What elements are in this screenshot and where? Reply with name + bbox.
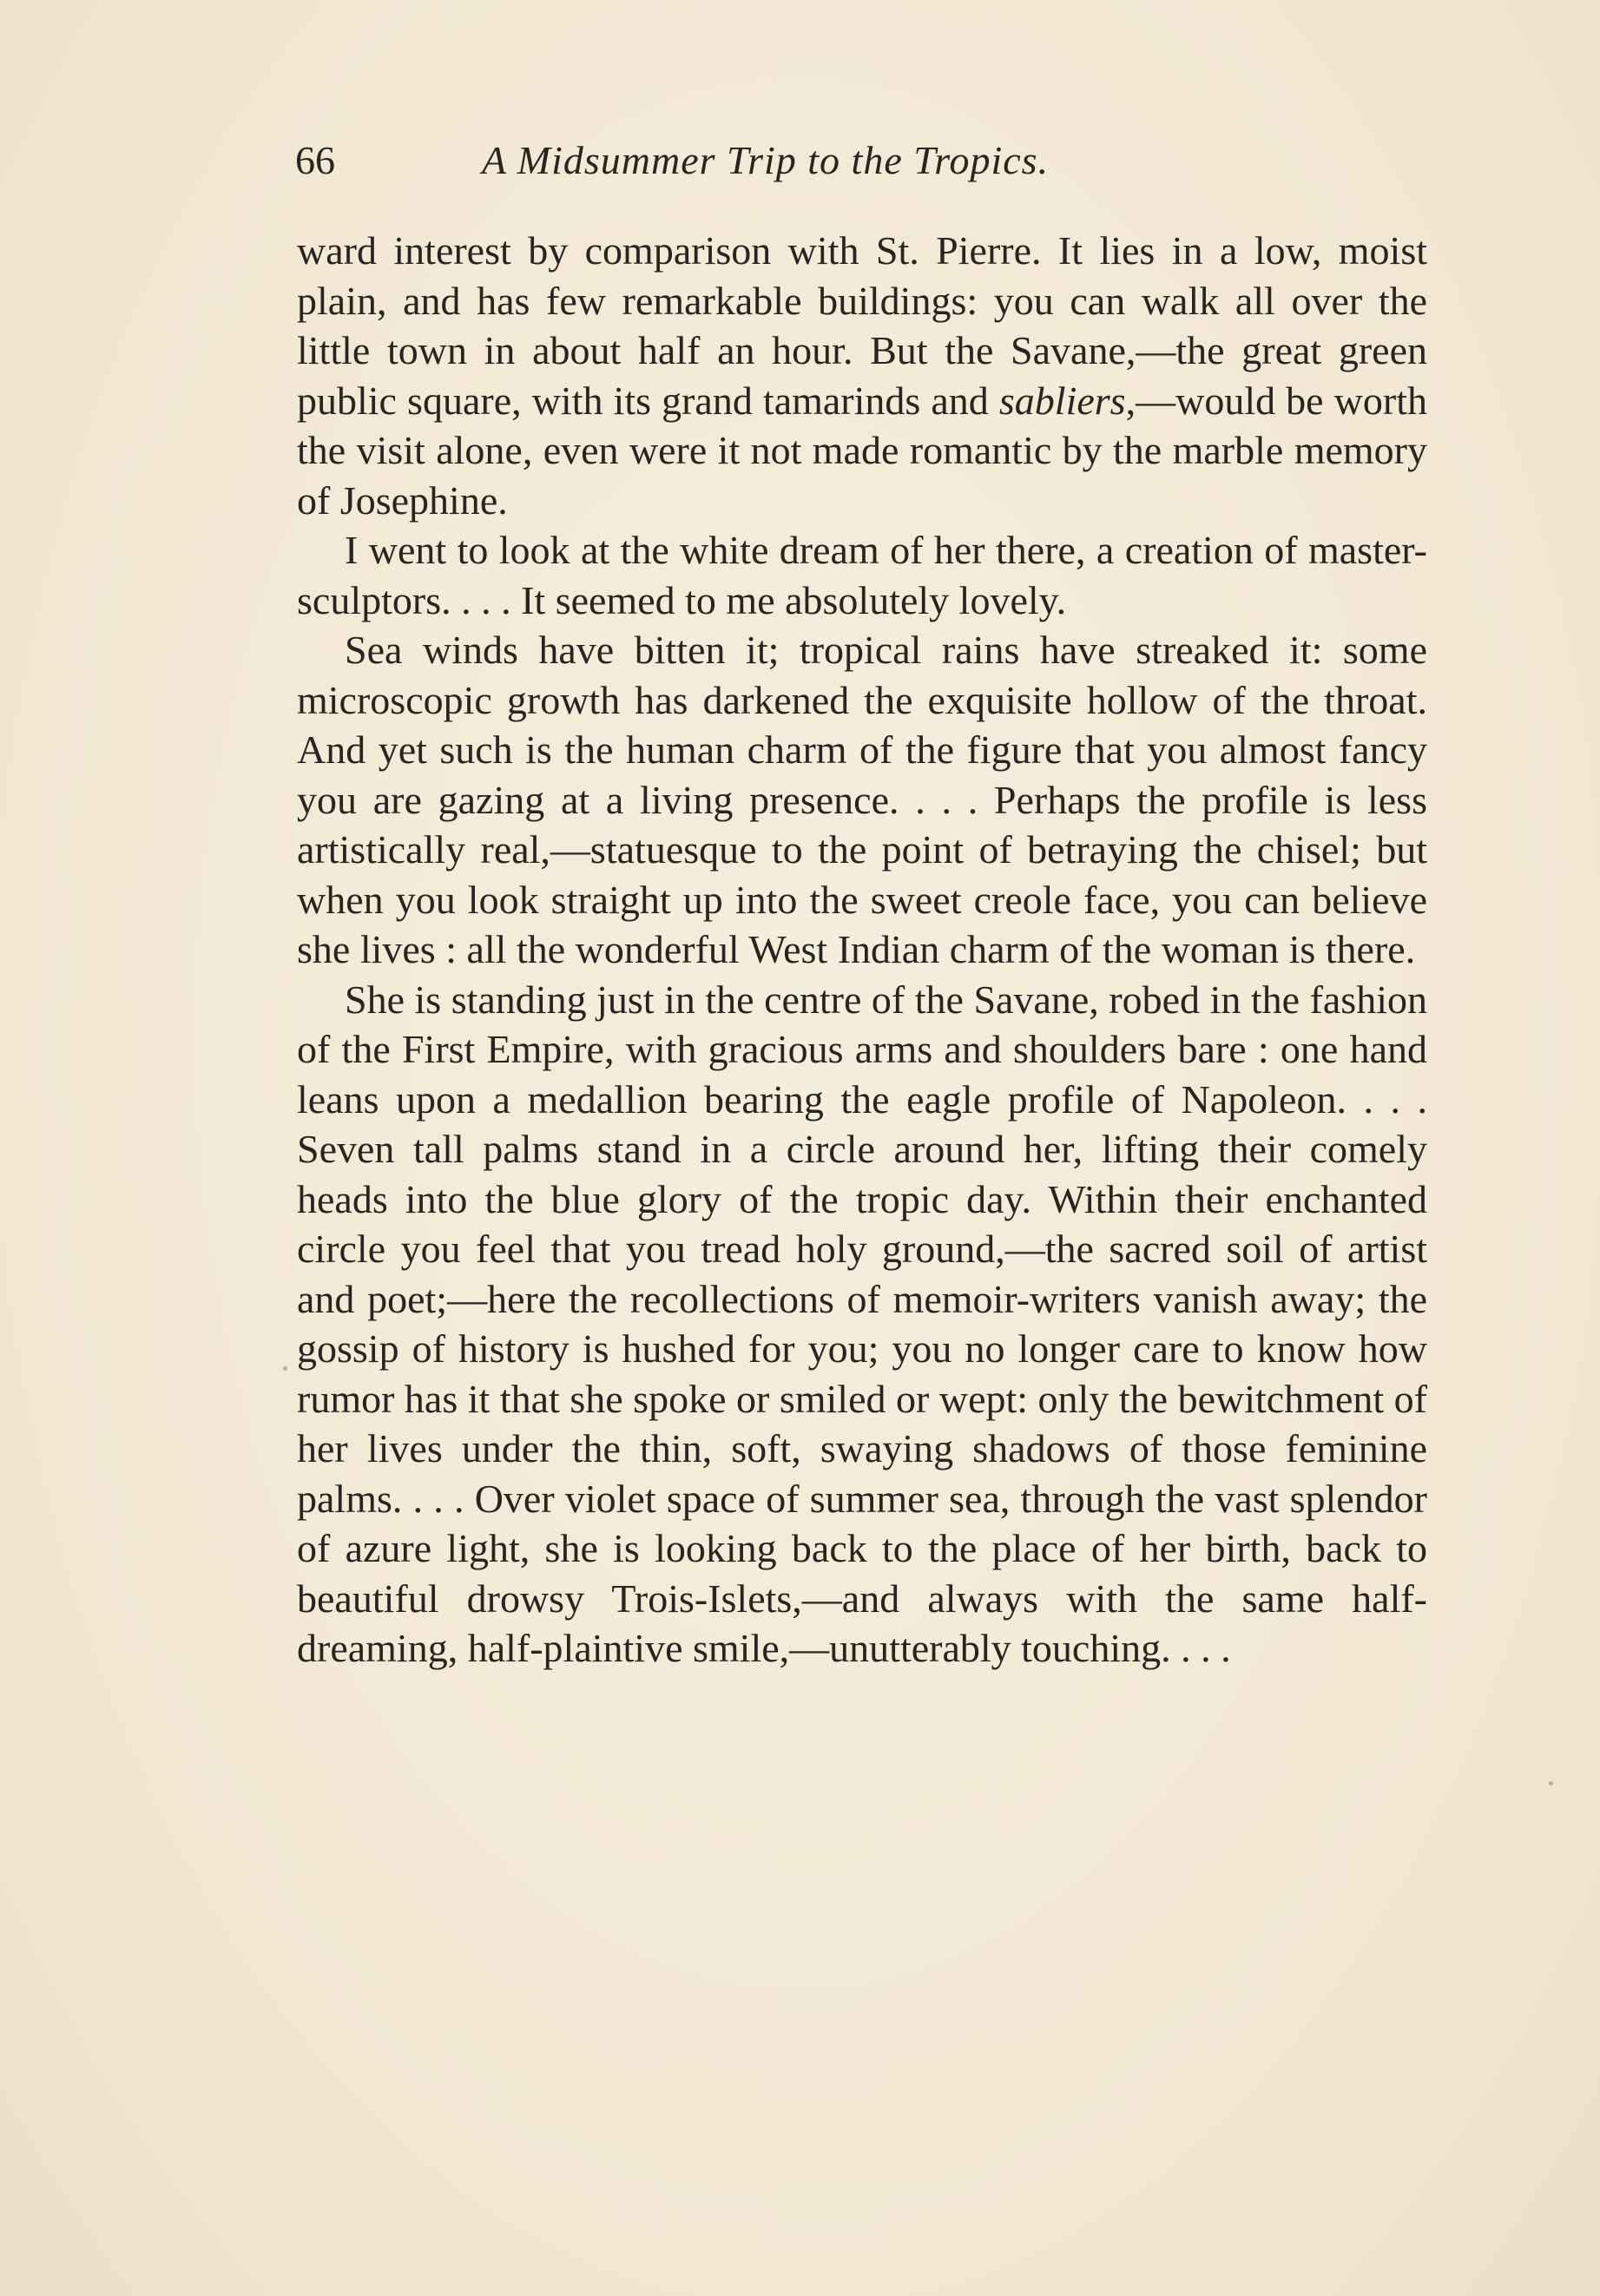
paragraph-1 (297, 226, 1427, 525)
paper-speck (283, 1366, 287, 1371)
paper-speck (1549, 1781, 1553, 1786)
text-run: I went to look at the white dream of her there, a creation of master-sculptors. . . . It seemed to me absolutely lovely. (297, 528, 1427, 622)
paragraph-3 (297, 625, 1427, 975)
body-text (297, 226, 1427, 1674)
text-run: Sea winds have bitten it; tropical rains have streaked it: some microscopic growth has darkened the exquisite hollow of the throat. And yet such is the human charm of the figure that you almost fancy you are gazing at a living presence. . . . Perhaps the profile is less artistically real,—statuesque to the point of betraying the chisel; but when you look straight up into the sweet creole face, you can believe she lives : all the wonderful West Indian charm of the woman is there. (297, 628, 1427, 971)
running-title: A Midsummer Trip to the Tropics. (482, 138, 1050, 182)
page-number: 66 (295, 138, 335, 182)
paragraph-2 (297, 525, 1427, 625)
text-run: She is standing just in the centre of the Savane, robed in the fashion of the First Empire, with gracious arms and shoulders bare : one hand leans upon a medallion bearing the eagle profile of Napoleon. . . . Seven tall palms stand in a circle around her, lifting their comely heads into the blue glory of the tropic day. Within their enchanted circle you feel that you tread holy ground,—the sacred soil of artist and poet;—here the recollections of memoir-writers vanish away; the gossip of history is hushed for you; you no longer care to know how rumor has it that she spoke or smiled or wept: only the bewitchment of her lives under the thin, soft, swaying shadows of those feminine palms. . . . Over violet space of summer sea, through the vast splendor of azure light, she is looking back to the place of her birth, back to beautiful drowsy Trois-Islets,—and always with the same half-dreaming, half-plaintive smile,—unutterably touching. . . . (297, 977, 1427, 1670)
italic-word-sabliers: sabliers (998, 378, 1126, 423)
page-header (295, 137, 1424, 198)
paragraph-4 (297, 975, 1427, 1674)
text-run: ward interest by comparison with St. Pierre. It lies in a low, moist plain, and has few remarkable buildings: you can walk all over the little town in about half an hour. But the Savane,—the great green public square, with its grand tamarinds and (297, 228, 1427, 423)
text-run: ,—would be worth the visit alone, even were it not made romantic by the marble memory of Josephine. (297, 378, 1427, 523)
